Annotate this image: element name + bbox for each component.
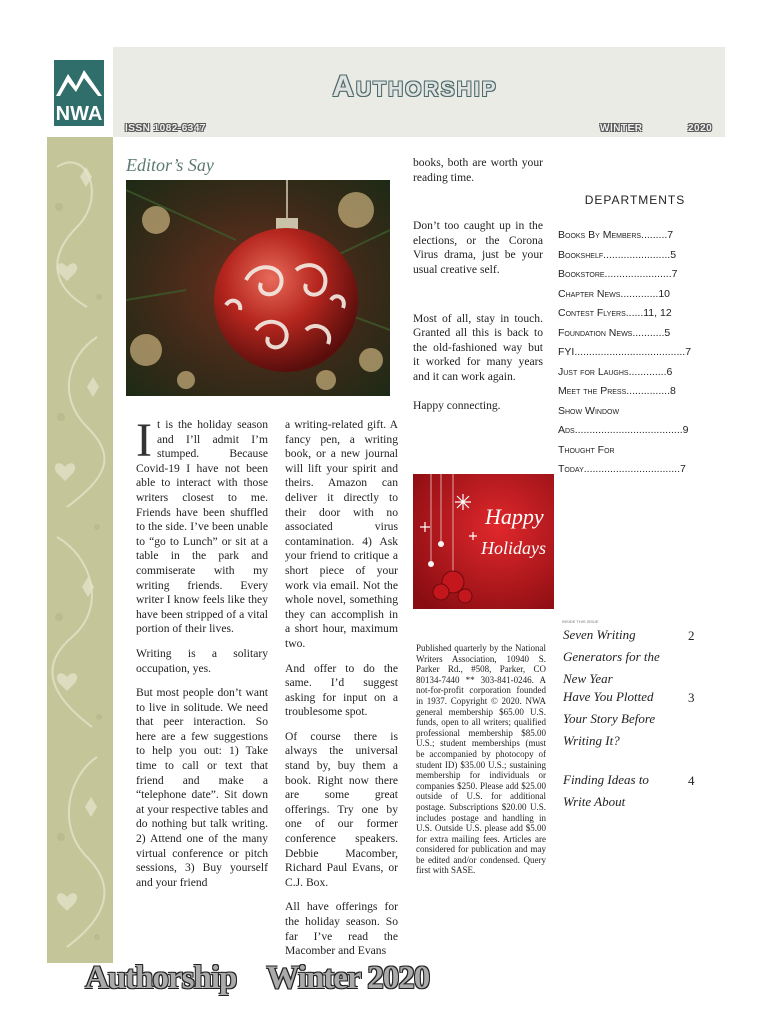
- logo-text: NWA: [55, 103, 103, 125]
- department-item: Thought For: [558, 443, 615, 456]
- paragraph: Writing is a solitary occupation, yes.: [136, 646, 268, 675]
- floral-pattern-icon: [47, 137, 113, 963]
- issn-label: ISSN 1082-6347: [125, 123, 206, 134]
- paragraph: books, both are worth your reading time.: [413, 156, 543, 184]
- department-item: Bookshelf.......................5: [558, 248, 677, 261]
- paragraph: But most people don’t want to live in solitude. We need that peer interaction. So here are a few suggestions to help you out: 1) Take time to call or text that friend and make a “telephone date”. Sit down at your respective tables and do nothing but talk writing. 2) Attend one of the many virtual conference or pitch sessions, 3) Buy yourself and your friend: [136, 686, 268, 889]
- holiday-line2: Holidays: [481, 538, 546, 558]
- publication-info: Published quarterly by the National Writers Association, 10940 S. Parker Rd., #508, Parker, CO 80134-7440 ** 303-841-0246. A not-for-profit corporation founded in 1937. Copyright © 2020. NWA general membership $65.00 U.S. funds, open to all writers; qualified professional membership $85.00 U.S.; student memberships (must be accompanied by photocopy of student ID) $35.00 U.S.; sustaining membership for individuals or companies $250. Please add $25.00 outside of U.S. for additional postage. Subscriptions $20.00 U.S. includes postage and handling in U.S. Outside U.S. please add $5.00 for extra mailing fees. Articles are considered for publication and may be edited and/or condensed. Query first with SASE.: [416, 643, 546, 876]
- departments-list: [558, 226, 718, 480]
- paragraph: And offer to do the same. I’d suggest asking for input on a troublesome spot.: [285, 661, 398, 719]
- section-heading: Editor’s Say: [126, 155, 214, 175]
- toc-title[interactable]: Finding Ideas to Write About: [563, 772, 649, 809]
- holiday-card-icon: [413, 474, 554, 609]
- toc-page: 2: [688, 628, 695, 643]
- article-column-3: [413, 156, 543, 423]
- paragraph: Don’t too caught up in the elections, or the Corona Virus drama, just be your usual creative self.: [413, 219, 543, 276]
- paragraph: Happy connecting.: [413, 398, 501, 412]
- year-label: 2020: [688, 123, 713, 134]
- season-label: WINTER: [600, 123, 643, 134]
- department-item: Ads.....................................9: [558, 424, 689, 436]
- department-item: Show Window: [558, 404, 620, 417]
- toc-page: 3: [688, 690, 695, 705]
- paragraph: Of course there is always the universal stand by, buy them a book. Right now there are some great offerings. Try one by one of our former conference speakers. Debbie Macomber, Richard Paul Evans, or C.J. Box.: [285, 729, 398, 889]
- footer-left: Authorship: [85, 960, 237, 996]
- toc-title[interactable]: Have You Plotted Your Story Before Writing It?: [563, 689, 656, 748]
- department-item: Just for Laughs.............6: [558, 365, 673, 378]
- ornament-photo: [126, 180, 390, 396]
- department-item: Meet the Press...............8: [558, 385, 676, 397]
- christmas-ornament-icon: [126, 180, 390, 396]
- paragraph-text: t is the holiday season and I’ll admit I’m stumped. Because Covid-19 I have not been able to interact with those writers closest to me. Friends have been shuffled to the side. I’ve been unable to “go to Lunch” or sit at a table in the park and commiserate with my writing friends. Every writer I know feels like they have been stripped of a vital portion of their lives.: [136, 418, 268, 636]
- inside-issue-label: INSIDE THIS ISSUE: [562, 619, 599, 624]
- decorative-sidebar: [47, 137, 113, 963]
- holiday-card: [413, 474, 554, 609]
- department-item: Books By Members.........7: [558, 229, 674, 241]
- paragraph: a writing-related gift. A fancy pen, a writing book, or a new journal will lift your spirit and theirs. Amazon can deliver it directly to their door with no associated virus contamination. 4) Ask your friend to critique a short piece of your work via email. Not the whole novel, something they can accomplish in a short hour, maximum two.: [285, 418, 398, 650]
- departments-heading: DEPARTMENTS: [584, 193, 686, 207]
- department-item: Contest Flyers......11, 12: [558, 307, 672, 319]
- department-item: Bookstore.......................7: [558, 268, 678, 280]
- masthead-title: Authorship: [332, 70, 498, 103]
- paragraph: Most of all, stay in touch. Granted all this is back to the old-fashioned way but it worked for many years and it can work again.: [413, 311, 543, 383]
- paragraph: [136, 414, 268, 637]
- drop-cap: I: [136, 414, 152, 467]
- department-item: Foundation News...........5: [558, 326, 671, 339]
- department-item: FYI......................................7: [558, 346, 692, 358]
- article-column-2: [285, 418, 398, 969]
- toc-title[interactable]: Seven Writing Generators for the New Year: [563, 627, 660, 686]
- department-item: Today.................................7: [558, 463, 686, 475]
- department-item: Chapter News.............10: [558, 287, 671, 300]
- paragraph: All have offerings for the holiday season. So far I’ve read the Macomber and Evans: [285, 900, 398, 958]
- holiday-line1: Happy: [485, 504, 544, 529]
- footer-right: Winter 2020: [266, 960, 430, 996]
- toc-page: 4: [688, 773, 695, 788]
- article-column-1: [136, 414, 268, 900]
- footer-title: [85, 960, 459, 997]
